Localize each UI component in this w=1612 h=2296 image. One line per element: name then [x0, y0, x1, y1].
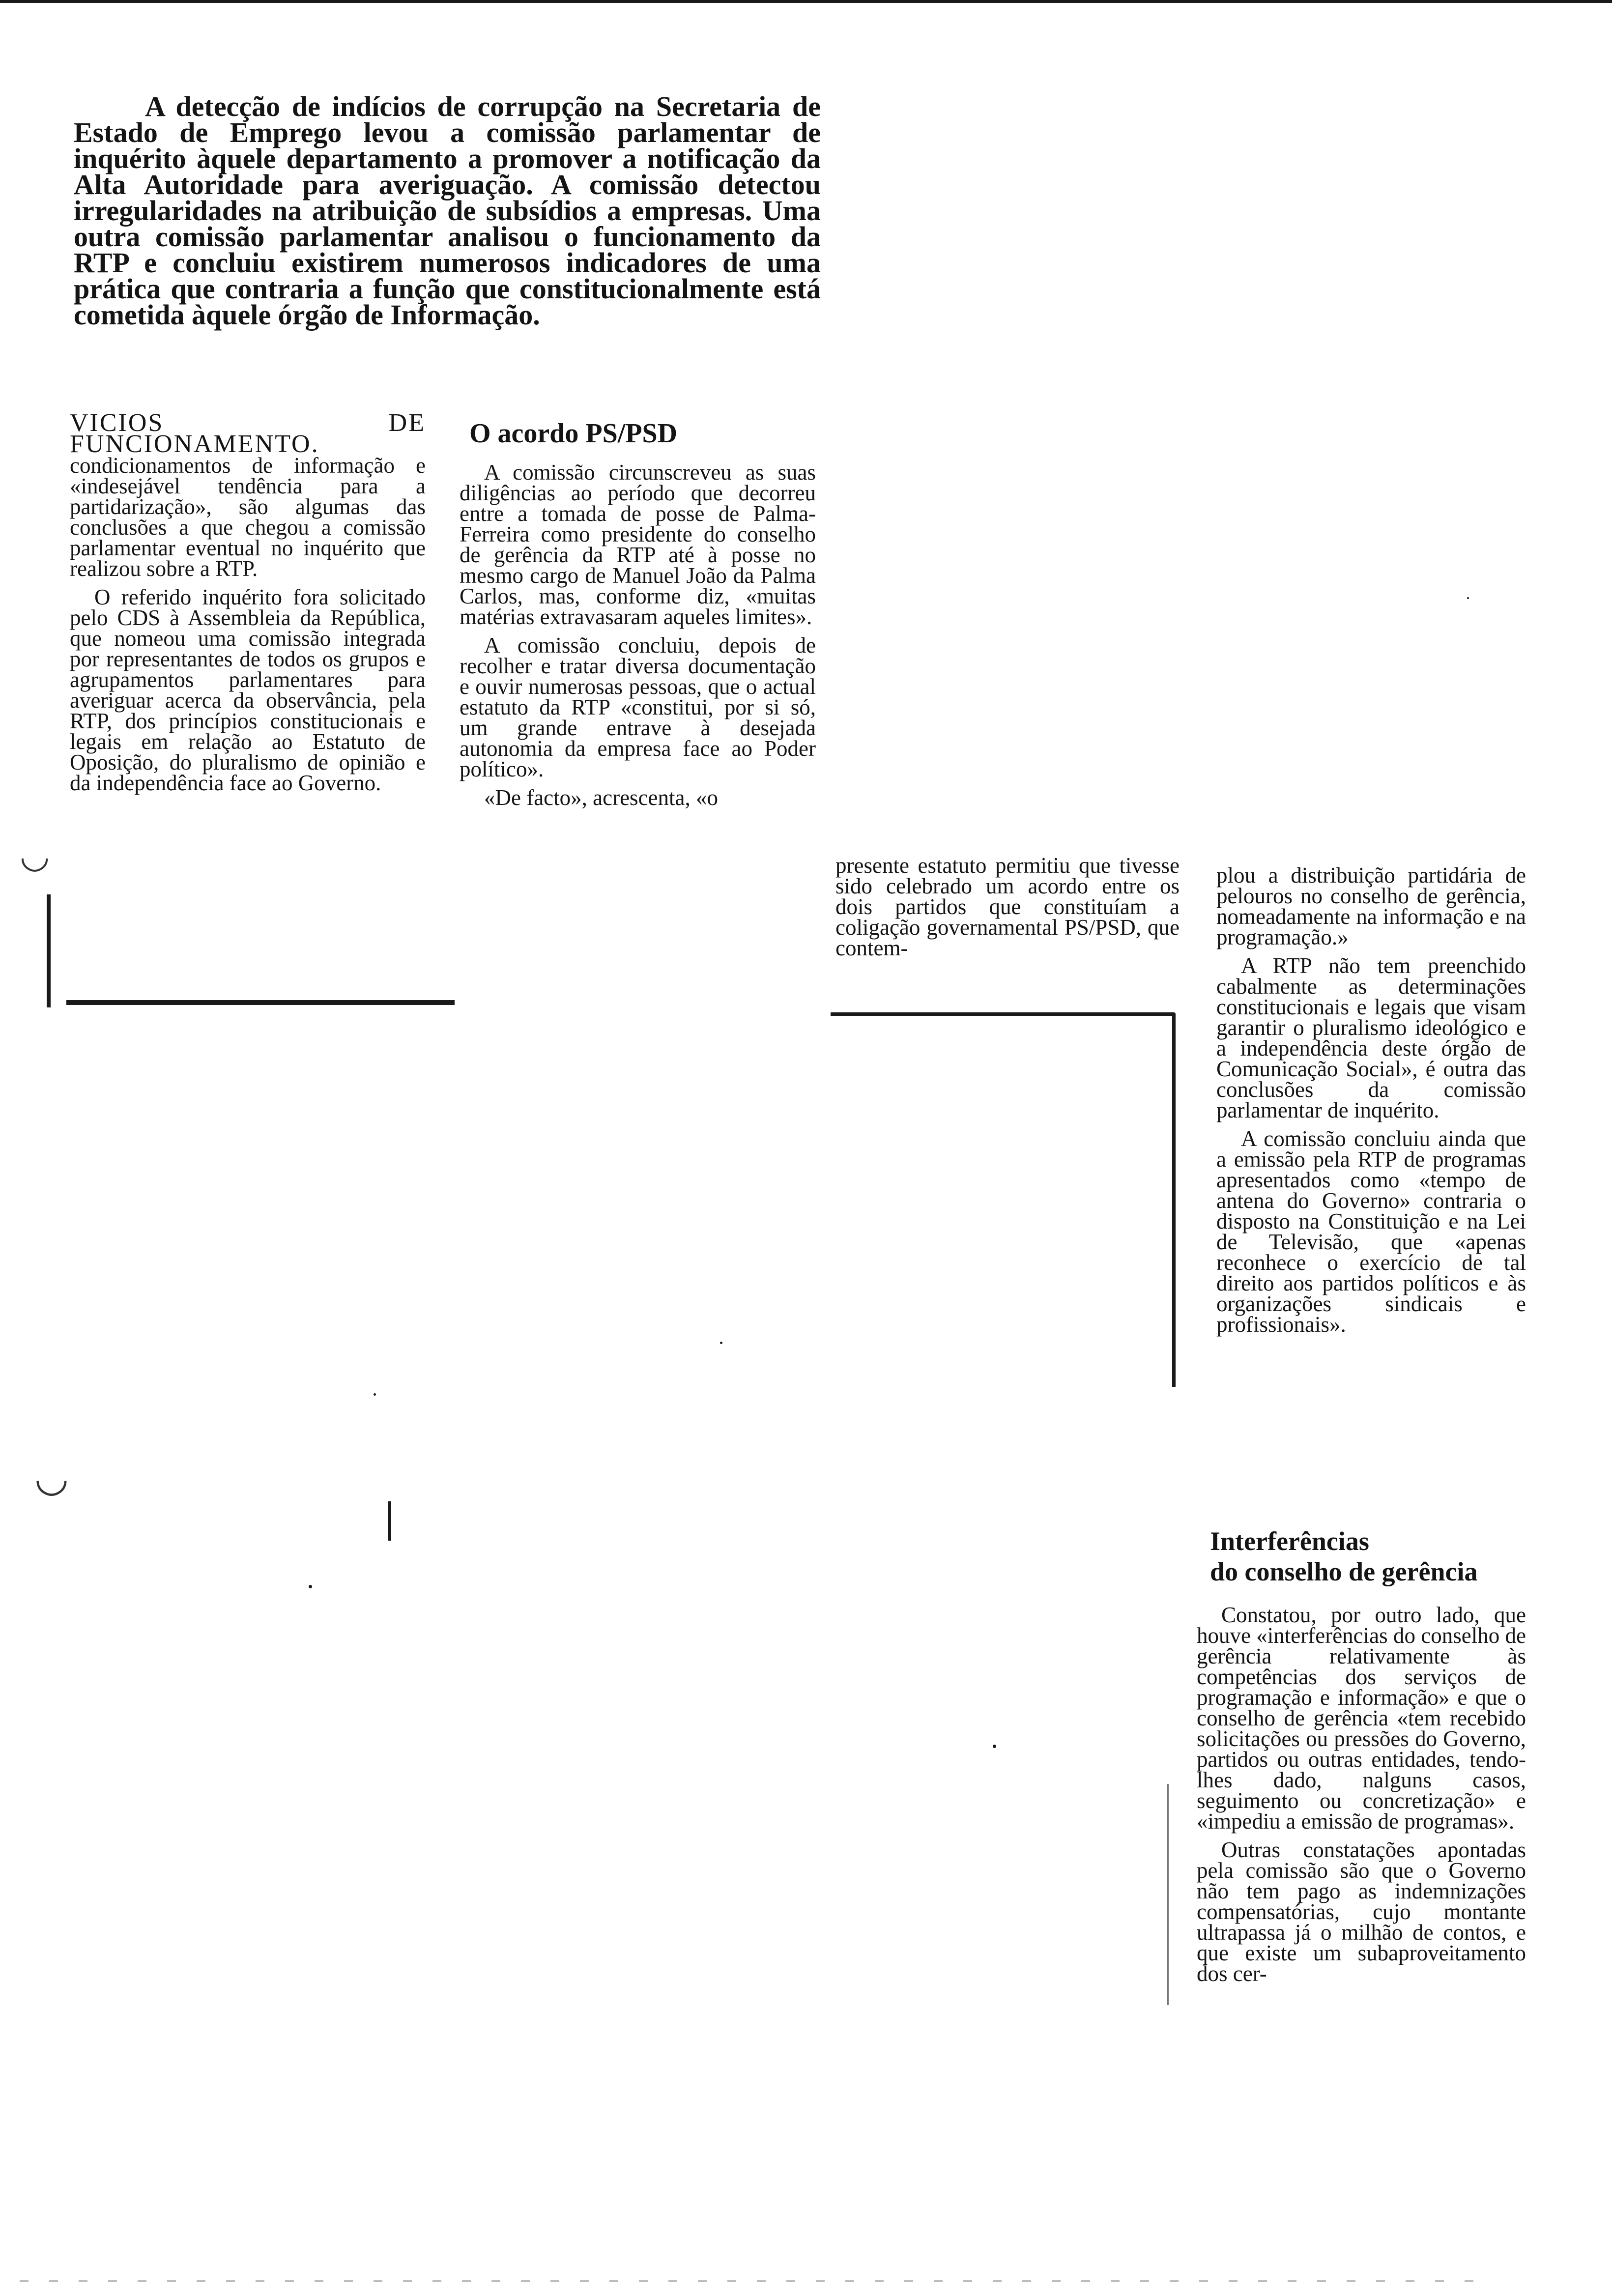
subheading-acordo: O acordo PS/PSD: [469, 418, 678, 449]
scan-artifact-stroke: [388, 1501, 391, 1541]
article-column-5: [1197, 1605, 1526, 1992]
subheading-interferencias: [1210, 1526, 1554, 1587]
scan-artifact-dot: [720, 1342, 722, 1344]
column-4-paragraph-2: A RTP não tem preenchido cabalmente as determinações constitucionais e legais que visam garantir o pluralismo ideológico e a independência deste órgão de Comunicação Social», é outra das conclusões da comissão parlamentar de inquérito.: [1216, 953, 1526, 1122]
article-column-1: [70, 409, 426, 801]
column-1-left-rule: [47, 894, 51, 1007]
column-5-left-rule: [1167, 1784, 1169, 2005]
column-2-paragraph-1: A comissão circunscreveu as suas diligências ao período que decorreu entre a tomada de posse de Palma-Ferreira como presidente do conselho de gerência da RTP até à posse no mesmo cargo de Manuel João da Palma Carlos, mas, conforme diz, «muitas matérias extravasaram aqueles limites».: [460, 460, 816, 629]
bottom-scan-noise: [20, 2280, 1494, 2282]
column-5-paragraph-2: Outras constatações apontadas pela comissão são que o Governo não tem pago as indemnizações compensatórias, cujo montante ultrapassa já o milhão de contos, e que existe um subaproveitamento dos cer-: [1197, 1837, 1526, 1986]
column-4-paragraph-1: plou a distribuição partidária de pelouros no conselho de gerência, nomeadamente na informação e na programação.»: [1216, 863, 1526, 949]
scan-artifact-dot: [374, 1393, 376, 1396]
scan-artifact-dot: [1467, 597, 1469, 599]
subheading-line-1: Interferências: [1210, 1526, 1369, 1556]
scan-artifact-dot: [993, 1745, 996, 1748]
scan-artifact-dot: [309, 1585, 312, 1588]
column-2-paragraph-3: «De facto», acrescenta, «o: [484, 785, 718, 810]
column-3-paragraph-1: presente estatuto permitiu que tivesse sido celebrado um acordo entre os dois partidos que constituíam a coligação governamental PS/PSD, que contem-: [835, 853, 1180, 960]
column-3-bottom-rule: [831, 1012, 1175, 1016]
section-kicker: VICIOS DE FUNCIONAMENTO.: [70, 409, 426, 458]
column-1-bottom-rule: [66, 1000, 455, 1005]
lead-paragraph: A detecção de indícios de corrupção na Secretaria de Estado de Emprego levou a comissão parlamentar de inquérito àquele departamento a promover a notificação da Alta Autoridade para averiguação. A comissão detectou irregularidades na atribuição de subsídios a empresas. Uma outra comissão parlamentar analisou o funcionamento da RTP e concluiu existirem numerosos indicadores de uma prática que contraria a função que constitucionalmente está cometida àquele órgão de Informação.: [74, 90, 821, 331]
article-column-2: [460, 462, 816, 816]
scan-artifact-mark: ◡: [34, 1455, 69, 1500]
top-border-rule: [0, 0, 1612, 3]
column-2-paragraph-2: A comissão concluiu, depois de recolher e tratar diversa documentação e ouvir numerosas pessoas, que o actual estatuto da RTP «constitui, por si só, um grande entrave à desejada autonomia da empresa face ao Poder político».: [460, 633, 816, 781]
article-column-3: [835, 855, 1180, 966]
column-3-right-rule: [1172, 1013, 1176, 1387]
article-column-4: [1216, 865, 1526, 1343]
subheading-line-2: do conselho de gerência: [1210, 1557, 1478, 1586]
column-1-paragraph-1: [70, 409, 426, 581]
article-lead: [74, 90, 821, 331]
column-1-paragraph-2: O referido inquérito fora solicitado pelo CDS à Assembleia da República, que nomeou uma comissão integrada por representantes de todos os grupos e agrupamentos parlamentares para averiguar acerca da observância, pela RTP, dos princípios constitucionais e legais em relação ao Estatuto de Oposição, do pluralismo de opinião e da independência face ao Governo.: [70, 585, 426, 795]
column-1-paragraph-1-text: condicionamentos de informação e «indesejável tendência para a partidarização», são algumas das conclusões a que chegou a comissão parlamentar eventual no inquérito que realizou sobre a RTP.: [70, 453, 426, 581]
scan-artifact-mark: ◡: [20, 835, 50, 876]
column-4-paragraph-3: A comissão concluiu ainda que a emissão pela RTP de programas apresentados como «tempo de antena do Governo» contraria o disposto na Constituição e na Lei de Televisão, que «apenas reconhece o exercício de tal direito aos partidos políticos e às organizações sindicais e profissionais».: [1216, 1126, 1526, 1337]
column-5-paragraph-1: Constatou, por outro lado, que houve «interferências do conselho de gerência relativamente às competências dos serviços de programação e informação» e que o conselho de gerência «tem recebido solicitações ou pressões do Governo, partidos ou outras entidades, tendo-lhes dado, nalguns casos, seguimento ou concretização» e «impediu a emissão de programas».: [1197, 1603, 1526, 1834]
